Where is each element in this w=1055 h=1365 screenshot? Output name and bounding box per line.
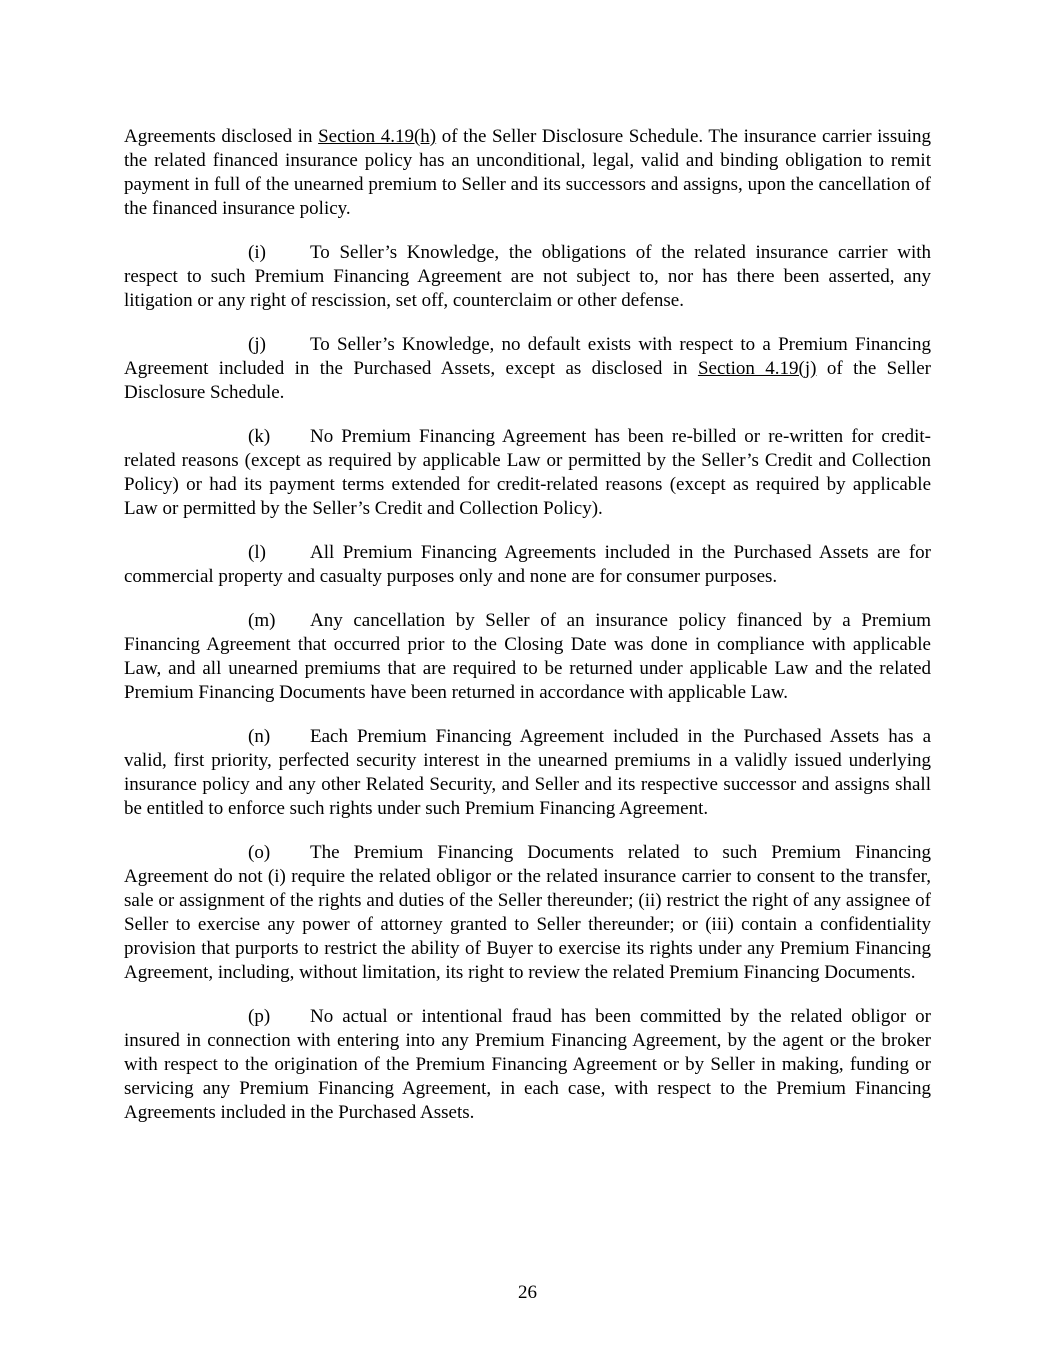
clause-label: (k)	[248, 426, 271, 447]
clause-o	[124, 841, 931, 985]
clause-n	[124, 725, 931, 821]
clause-j	[124, 333, 931, 405]
clause-label: (i)	[248, 242, 266, 263]
intro-text-start: Agreements disclosed in	[124, 126, 319, 147]
clause-label: (j)	[248, 334, 266, 355]
clause-text-end: of the Seller Disclosure Schedule.	[124, 358, 931, 403]
clause-label: (p)	[248, 1006, 271, 1027]
clause-p	[124, 1005, 931, 1125]
clause-k	[124, 425, 931, 521]
section-4-19-h-reference: Section 4.19(h)	[318, 126, 437, 147]
clause-l	[124, 541, 931, 589]
intro-paragraph	[124, 125, 931, 221]
clause-text: The Premium Financing Documents related to such Premium Financing Agreement do not (i) require the related obligor or the related insurance carrier to consent to the transfer, sale or assignment of the rights and duties of the Seller thereunder; (ii) restrict the right of any assignee of Seller to exercise any power of attorney granted to Seller thereunder; or (iii) contain a confidentiality provision that purports to restrict the ability of Buyer to exercise its rights under any Premium Financing Agreement, including, without limitation, its right to review the related Premium Financing Documents.	[124, 842, 931, 983]
clause-m	[124, 609, 931, 705]
clause-text: No Premium Financing Agreement has been re-billed or re-written for credit-related reasons (except as required by applicable Law or permitted by the Seller’s Credit and Collection Policy) or had its payment terms extended for credit-related reasons (except as required by applicable Law or permitted by the Seller’s Credit and Collection Policy).	[124, 426, 931, 519]
section-4-19-j-reference: Section 4.19(j)	[697, 358, 817, 379]
document-page	[124, 125, 931, 1145]
intro-text-end: of the Seller Disclosure Schedule. The insurance carrier issuing the related financed insurance policy has an unconditional, legal, valid and binding obligation to remit payment in full of the unearned premium to Seller and its successors and assigns, upon the cancellation of the financed insurance policy.	[124, 126, 931, 219]
clause-text: No actual or intentional fraud has been committed by the related obligor or insured in connection with entering into any Premium Financing Agreement, by the agent or the broker with respect to the origination of the Premium Financing Agreement or by Seller in making, funding or servicing any Premium Financing Agreement, in each case, with respect to the Premium Financing Agreements included in the Purchased Assets.	[124, 1006, 931, 1123]
clause-label: (n)	[248, 726, 271, 747]
clause-label: (o)	[248, 842, 271, 863]
clause-text-start: To Seller’s Knowledge, no default exists with respect to a Premium Financing Agreement included in the Purchased Assets, except as disclosed in	[124, 334, 931, 379]
clause-label: (l)	[248, 542, 266, 563]
clause-text: To Seller’s Knowledge, the obligations of the related insurance carrier with respect to such Premium Financing Agreement are not subject to, nor has there been asserted, any litigation or any right of rescission, set off, counterclaim or other defense.	[124, 242, 931, 311]
clause-text: All Premium Financing Agreements included in the Purchased Assets are for commercial property and casualty purposes only and none are for consumer purposes.	[124, 542, 931, 587]
clause-text: Each Premium Financing Agreement included in the Purchased Assets has a valid, first priority, perfected security interest in the unearned premiums in a validly issued underlying insurance policy and any other Related Security, and Seller and its respective successor and assigns shall be entitled to enforce such rights under such Premium Financing Agreement.	[124, 726, 931, 819]
clause-text: Any cancellation by Seller of an insurance policy financed by a Premium Financing Agreement that occurred prior to the Closing Date was done in compliance with applicable Law, and all unearned premiums that are required to be returned under applicable Law and the related Premium Financing Documents have been returned in accordance with applicable Law.	[124, 610, 931, 703]
clause-label: (m)	[248, 610, 276, 631]
clause-i	[124, 241, 931, 313]
page-number: 26	[518, 1282, 537, 1303]
